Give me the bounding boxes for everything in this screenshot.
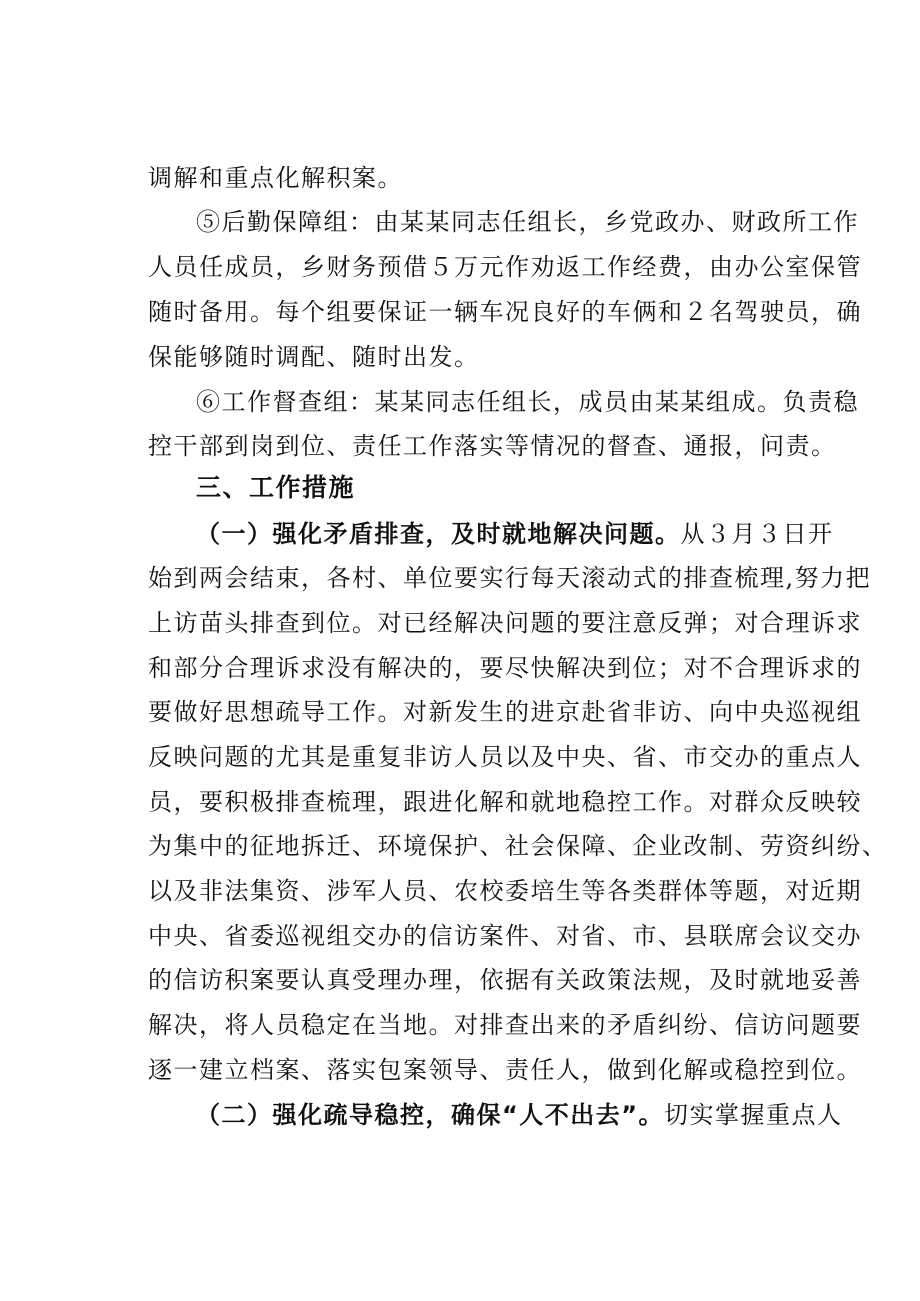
text-line: [148, 914, 920, 958]
line-text: 中央、省委巡视组交办的信访案件、对省、市、县联席会议交办: [148, 922, 862, 950]
line-text: 上访苗头排查到位。对已经解决问题的要注意反弹；对合理诉求: [148, 609, 862, 637]
line-text: ⑤后勤保障组：由某某同志任组长，乡党政办、财政所工作: [196, 208, 859, 236]
text-line: [148, 156, 920, 200]
text-line: [148, 824, 920, 868]
text-line: [148, 869, 920, 913]
line-text: 员，要积极排查梳理，跟进化解和就地稳控工作。对群众反映较: [148, 788, 862, 816]
line-text: 逐一建立档案、落实包案领导、责任人，做到化解或稳控到位。: [148, 1056, 862, 1084]
line-text: 保能够随时调配、随时出发。: [148, 343, 480, 371]
line-text: ⑥工作督查组：某某同志任组长，成员由某某组成。负责稳: [196, 388, 859, 416]
text-line: [148, 245, 920, 289]
line-text: 人员任成员，乡财务预借５万元作劝返工作经费，由办公室保管: [148, 253, 862, 281]
line-text: 的信访积案要认真受理办理，依据有关政策法规，及时就地妥善: [148, 966, 862, 994]
text-line: [196, 512, 920, 556]
line-text: 从３月３日开: [680, 520, 834, 548]
text-line: [148, 290, 920, 334]
subheading-text: （一）强化矛盾排查，及时就地解决问题。: [196, 520, 681, 548]
text-line: [148, 335, 920, 379]
text-line: [148, 601, 920, 645]
line-text: 要做好思想疏导工作。对新发生的进京赴省非访、向中央巡视组: [148, 698, 862, 726]
line-text: 为集中的征地拆迁、环境保护、社会保障、企业改制、劳资纠纷、: [148, 832, 888, 860]
line-text: 解决，将人员稳定在当地。对排查出来的矛盾纠纷、信访问题要: [148, 1011, 862, 1039]
text-line: [148, 690, 920, 734]
line-text: 切实掌握重点人: [664, 1101, 843, 1129]
text-line: [148, 556, 920, 600]
line-text: 随时备用。每个组要保证一辆车况良好的车俩和２名驾驶员，确: [148, 298, 862, 326]
line-text: 和部分合理诉求没有解决的，要尽快解决到位；对不合理诉求的: [148, 654, 862, 682]
text-line: [148, 646, 920, 690]
subheading-text: （二）强化疏导稳控，确保“人不出去”。: [196, 1101, 665, 1129]
line-text: 反映问题的尤其是重复非访人员以及中央、省、市交办的重点人: [148, 743, 862, 771]
line-text: 调解和重点化解积案。: [148, 164, 403, 192]
text-line: [196, 200, 920, 244]
text-line: [148, 1048, 920, 1092]
line-text: 控干部到岗到位、责任工作落实等情况的督查、通报，问责。: [148, 432, 837, 460]
section-heading: [196, 466, 920, 510]
heading-text: 三、工作措施: [196, 473, 356, 502]
text-line: [196, 380, 920, 424]
text-line: [148, 424, 920, 468]
text-line: [196, 1093, 920, 1137]
text-line: [148, 958, 920, 1002]
text-line: [148, 735, 920, 779]
text-line: [148, 780, 920, 824]
line-text: 以及非法集资、涉军人员、农校委培生等各类群体等题，对近期: [148, 877, 862, 905]
text-line: [148, 1003, 920, 1047]
line-text: 始到两会结束，各村、单位要实行每天滚动式的排查梳理,努力把: [148, 564, 872, 592]
